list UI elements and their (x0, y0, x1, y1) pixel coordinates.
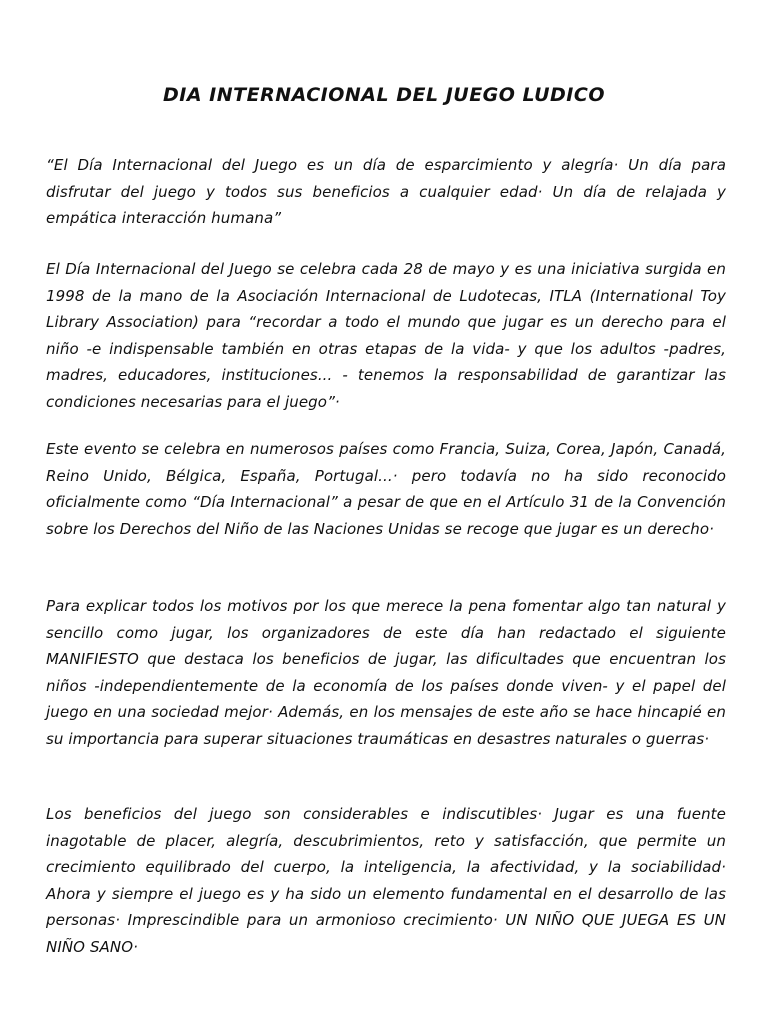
paragraph-countries: Este evento se celebra en numerosos países como Francia, Suiza, Corea, Japón, Canadá, Reino Unido, Bélgica, España, Portugal...· pero todavía no ha sido reconocido oficialmente como “Día Internacional” a pesar de que en el Artículo 31 de la Convención sobre los Derechos del Niño de las Naciones Unidas se recoge que jugar es un derecho· (46, 440, 726, 538)
paragraph-origin: El Día Internacional del Juego se celebra cada 28 de mayo y es una iniciativa surgida en 1998 de la mano de la Asociación Internacional de Ludotecas, ITLA (International Toy Library Association) para “recordar a todo el mundo que jugar es un derecho para el niño -e indispensable también en otras etapas de la vida- y que los adultos -padres, madres, educadores, instituciones... - tenemos la responsabilidad de garantizar las condiciones necesarias para el juego”· (46, 260, 726, 411)
paragraph-manifesto: Para explicar todos los motivos por los que merece la pena fomentar algo tan natural y sencillo como jugar, los organizadores de este día han redactado el siguiente MANIFIESTO que destaca los beneficios de jugar, las dificultades que encuentran los niños -independientemente de la economía de los países donde viven- y el papel del juego en una sociedad mejor· Además, en los mensajes de este año se hace hincapié en su importancia para superar situaciones traumáticas en desastres naturales o guerras· (46, 597, 726, 748)
paragraph-quote: “El Día Internacional del Juego es un día de esparcimiento y alegría· Un día para disfrutar del juego y todos sus beneficios a cualquier edad· Un día de relajada y empática interacción humana” (46, 156, 726, 227)
paragraph-benefits: Los beneficios del juego son considerables e indiscutibles· Jugar es una fuente inagotable de placer, alegría, descubrimientos, reto y satisfacción, que permite un crecimiento equilibrado del cuerpo, la inteligencia, la afectividad, y la sociabilidad· Ahora y siempre el juego es y ha sido un elemento fundamental en el desarrollo de las personas· Imprescindible para un armonioso crecimiento· UN NIÑO QUE JUEGA ES UN NIÑO SANO· (46, 805, 726, 956)
document-title: DIA INTERNACIONAL DEL JUEGO LUDICO (163, 84, 605, 106)
